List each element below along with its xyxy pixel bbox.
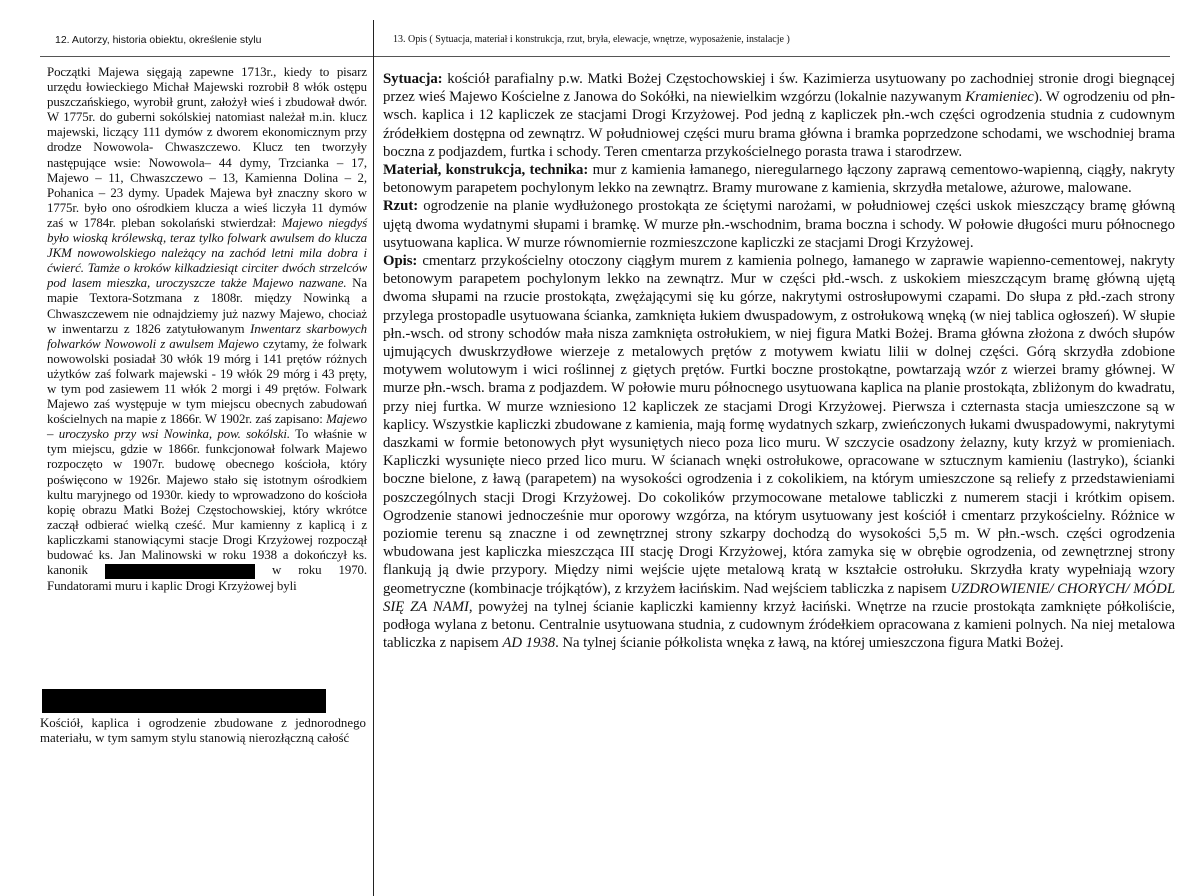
- material-title: Materiał, konstrukcja, technika:: [383, 162, 589, 179]
- sytuacja-title: Sytuacja:: [383, 71, 443, 87]
- history-column: [47, 65, 367, 594]
- history-text: [47, 65, 367, 594]
- opis-text: cmentarz przykościelny otoczony ciągłym murem z kamienia polnego, łamanego w zaprawie wapienno-cementowej, nakryty betonowym parapetem pochylonym lekko na zewnątrz. Mur w części płd.-wsch. z uskokiem mieszczącym bramę główną ujętą dwoma słupami na rzucie prostokąta, zwężającymi się ku górze, nakrytymi ostrosłupowymi czapami. Do słupa z płd.-zach strony przylega prostopadle usytuowana ścianka, zamknięta łukiem dwuspadowym, z ostrołukową wnęką (w niej tablica ogłoszeń). W słupie płn.-wsch. od strony schodów mała nisza zamknięta ostrołukiem, w niej figura Matki Bożej. Brama główna złożona z dwóch słupów ujmujących dwuskrzydłowe wierzeje z metalowych prętów z motywem kwiatu lilii w dolnej części. Górą skrzydła zdobione motywem wolutowym i wici roślinnej z giętych prętów. Furtki boczne prostokątne, powtarzają wzór z wierzei bramy głównej. W murze płn.-wsch. brama z podjazdem. W połowie muru północnego usytuowana kaplica na planie prostokąta, zbliżonym do kwadratu, przy niej furtka. W murze wzniesiono 12 kapliczek ze stacjami Drogi Krzyżowej. Pierwsza i czternasta stacja umieszczone są w kaplicy. Wszystkie kapliczki zbudowane z kamienia, mają formę wydatnych szkarp, zwieńczonych łukami dwuspadowymi, nakrytymi daszkami w formie betonowych płyt wysuniętych nieco poza lico muru. W szczycie osadzony żelazny, kuty krzyż w promieniach. Kapliczki wysunięte nieco przed lico muru. W ścianach wnęki ostrołukowe, opracowane w sztucznym kamieniu (lastryko), ścianki boczne bielone, z ławą (parapetem) na wysokości ogrodzenia i z cokolikiem, na którym umieszczone są reliefy z przedstawieniami poszczególnych stacji Drogi Krzyżowej. Do cokolików przymocowane metalowe tabliczki z numerem stacji i krótkim opisem. Ogrodzenie stanowi jednocześnie mur oporowy wzgórza, na którym usytuowany jest kościół i cmentarz przykościelny. Różnice w poziomie terenu są znaczne i od zewnętrznej strony szkarpy dochodzą do wysokości 5,5 m. W płn.-wsch. części ogrodzenia wbudowana jest kapliczka mieszcząca III stację Drogi Krzyżowej, która zamyka się w obrębie ogrodzenia, od zewnętrznej strony flankują ją dwie przypory. Między nimi wejście ujęte metalową kratą w kształcie ostrołuku. Skrzydła kraty wypełniają wzory geometryczne (kombinacje trójkątów), z krzyżem łacińskim. Nad wejściem tabliczka z napisem: [383, 253, 1175, 597]
- history-quote-1: Majewo niegdyś było wioską królewską, teraz tylko folwark awulsem do klucza JKM nowowolskiego należący na zachód letni mila dobra i ćwierć. Tamże o kroków kilkadziesiąt circiter dwóch strzelców pod lasem mieszka, uroczyszcze także Majewo nazwane.: [47, 215, 368, 291]
- description-column: [383, 70, 1175, 653]
- history-quote-3: Majewo – uroczysko przy wsi Nowinka, pow. sokólski.: [47, 412, 367, 442]
- section-13-header: 13. Opis ( Sytuacja, materiał i konstrukcja, rzut, bryła, elewacje, wnętrze, wyposażenie, instalacje ): [393, 34, 790, 45]
- opis-paragraph: [383, 252, 1175, 652]
- sytuacja-paragraph: [383, 70, 1175, 161]
- section-12-header: 12. Autorzy, historia obiektu, określenie stylu: [55, 34, 262, 46]
- style-summary: Kościół, kaplica i ogrodzenie zbudowane z jednorodnego materiału, w tym samym stylu stanowią nierozłączną całość: [40, 716, 366, 746]
- sytuacja-local-name: Kramieniec: [965, 89, 1034, 106]
- history-p1: Początki Majewa sięgają zapewne 1713r., kiedy to pisarz urzędu łowieckiego Michał Majewski rozrobił 8 włók ostępu puszczańskiego, wyrobił grunt, założył wieś i zbudował dwór. W 1775r. do guberni sokólskiej natomiast należał m.in. klucz majewski, liczący 111 dymów z dworem ekonomicznym przy drodze Nowowola- Chwaszczewo. Klucz ten tworzyły następujące wsie: Nowowola– 44 dymy, Trzcianka – 17, Majewo – 11, Chwaszczewo – 13, Kamienna Dolina – 2, Pohanica – 23 dymy. Upadek Majewa był znaczny skoro w 1775r. było ono ośrodkiem klucza a wieś liczyła 11 dymów zaś w 1784r. pleban sokolański stwierdzał:: [47, 65, 367, 230]
- opis-inscription-2: AD 1938: [502, 635, 556, 652]
- column-divider: [373, 20, 374, 896]
- redaction-bar: [105, 564, 255, 579]
- material-text: mur z kamienia łamanego, nieregularnego łączony zaprawą cementowo-wapienną, ciągły, nakryty betonowym parapetem pochylonym lekko na zewnątrz. Bramy murowane z kamienia, skrzydła metalowe, ażurowe, malowane.: [383, 162, 1175, 197]
- history-p3: czytamy, że folwark nowowolski posiadał 30 włók 19 mórg i 141 prętów różnych użytków zaś folwark majewski - 19 włók 29 mórg i 43 pręty, w tym pod zasiewem 11 włók 2 morgi i 49 prętów. Folwark Majewo zaś występuje w tym miejscu obecnych zabudowań kościelnych na mapie z 1866r. W 1902r. zaś zapisano:: [47, 336, 368, 427]
- opis-title: Opis:: [383, 253, 418, 270]
- sytuacja-text-2: ). W ogrodzeniu od płn-wsch. kaplica i 12 kapliczek ze stacjami Drogi Krzyżowej. Pod jedną z kapliczek płn.-wch części ogrodzenia studnia z cudownym źródełkiem dostępna od zewnątrz. W południowej części muru brama główna i bramka poprzedzone schodami, we wschodniej brama boczna z podjazdem, furtka i schody. Teren cmentarza przykościelnego porasta trawa i starodrzew.: [383, 89, 1175, 160]
- history-p2: Na mapie Textora-Sotzmana z 1808r. między Nowinką a Chwaszczewem nie odnajdziemy już nazwy Majewo, chociaż w inwentarzu z 1826 zatytułowanym: [47, 276, 367, 336]
- history-p4b: w roku 1970. Fundatorami muru i kaplic Drogi Krzyżowej byli: [47, 563, 368, 593]
- opis-text-2: , powyżej na tylnej ścianie kapliczki kamienny krzyż łaciński. Wnętrze na rzucie prostokąta zamknięte półkoliście, podłoga wylana z betonu. Centralnie usytuowana studnia, z cudownym źródełkiem opracowana z kamieni polnych. Na niej metalowa tabliczka z napisem: [383, 598, 1176, 652]
- rzut-paragraph: [383, 197, 1175, 252]
- rzut-title: Rzut:: [383, 198, 419, 215]
- header-divider: [40, 56, 1170, 57]
- opis-inscription: UZDROWIENIE/ CHORYCH/ MÓDL SIĘ ZA NAMI: [383, 580, 1176, 615]
- history-p4: To właśnie w tym miejscu, gdzie w 1866r. funkcjonował folwark Majewo rozpoczęto w 1907r. budowę obecnego kościoła, który poświęcono w 1926r. Majewo stało się istotnym ośrodkiem kultu maryjnego od 1930r. kiedy to wprowadzono do kościoła kopię obrazu Matki Bożej Częstochowskiej, który wkrótce zaczął odbierać wielką cześć. Mur kamienny z kaplicą i z kapliczkami stanowiącymi stacje Drogi Krzyżowej rozpoczął budować ks. Jan Malinowski w roku 1938 a dokończył ks. kanonik: [47, 427, 367, 578]
- material-paragraph: [383, 161, 1175, 197]
- opis-text-3: . Na tylnej ścianie półkolista wnęka z ławą, na której umieszczona figura Matki Bożej.: [555, 635, 1064, 652]
- redaction-block: [42, 689, 326, 713]
- history-quote-2: Inwentarz skarbowych folwarków Nowowoli z awulsem Majewo: [47, 321, 368, 351]
- sytuacja-text: kościół parafialny p.w. Matki Bożej Częstochowskiej i św. Kazimierza usytuowany po zachodniej stronie drogi biegnącej przez wieś Majewo Kościelne z Janowa do Sokółki, na niewielkim wzgórzu (lokalnie nazywanym: [383, 71, 1176, 106]
- rzut-text: ogrodzenie na planie wydłużonego prostokąta ze ściętymi narożami, w południowej części uskok mieszczący bramę główną ujętą dwoma wydatnymi słupami i bramkę. W murze płn.-wschodnim, brama boczna i schody. W połowie długości muru północnego usytuowana kaplica. W murze równomiernie rozmieszczone kapliczki ze stacjami Drogi Krzyżowej.: [383, 198, 1175, 251]
